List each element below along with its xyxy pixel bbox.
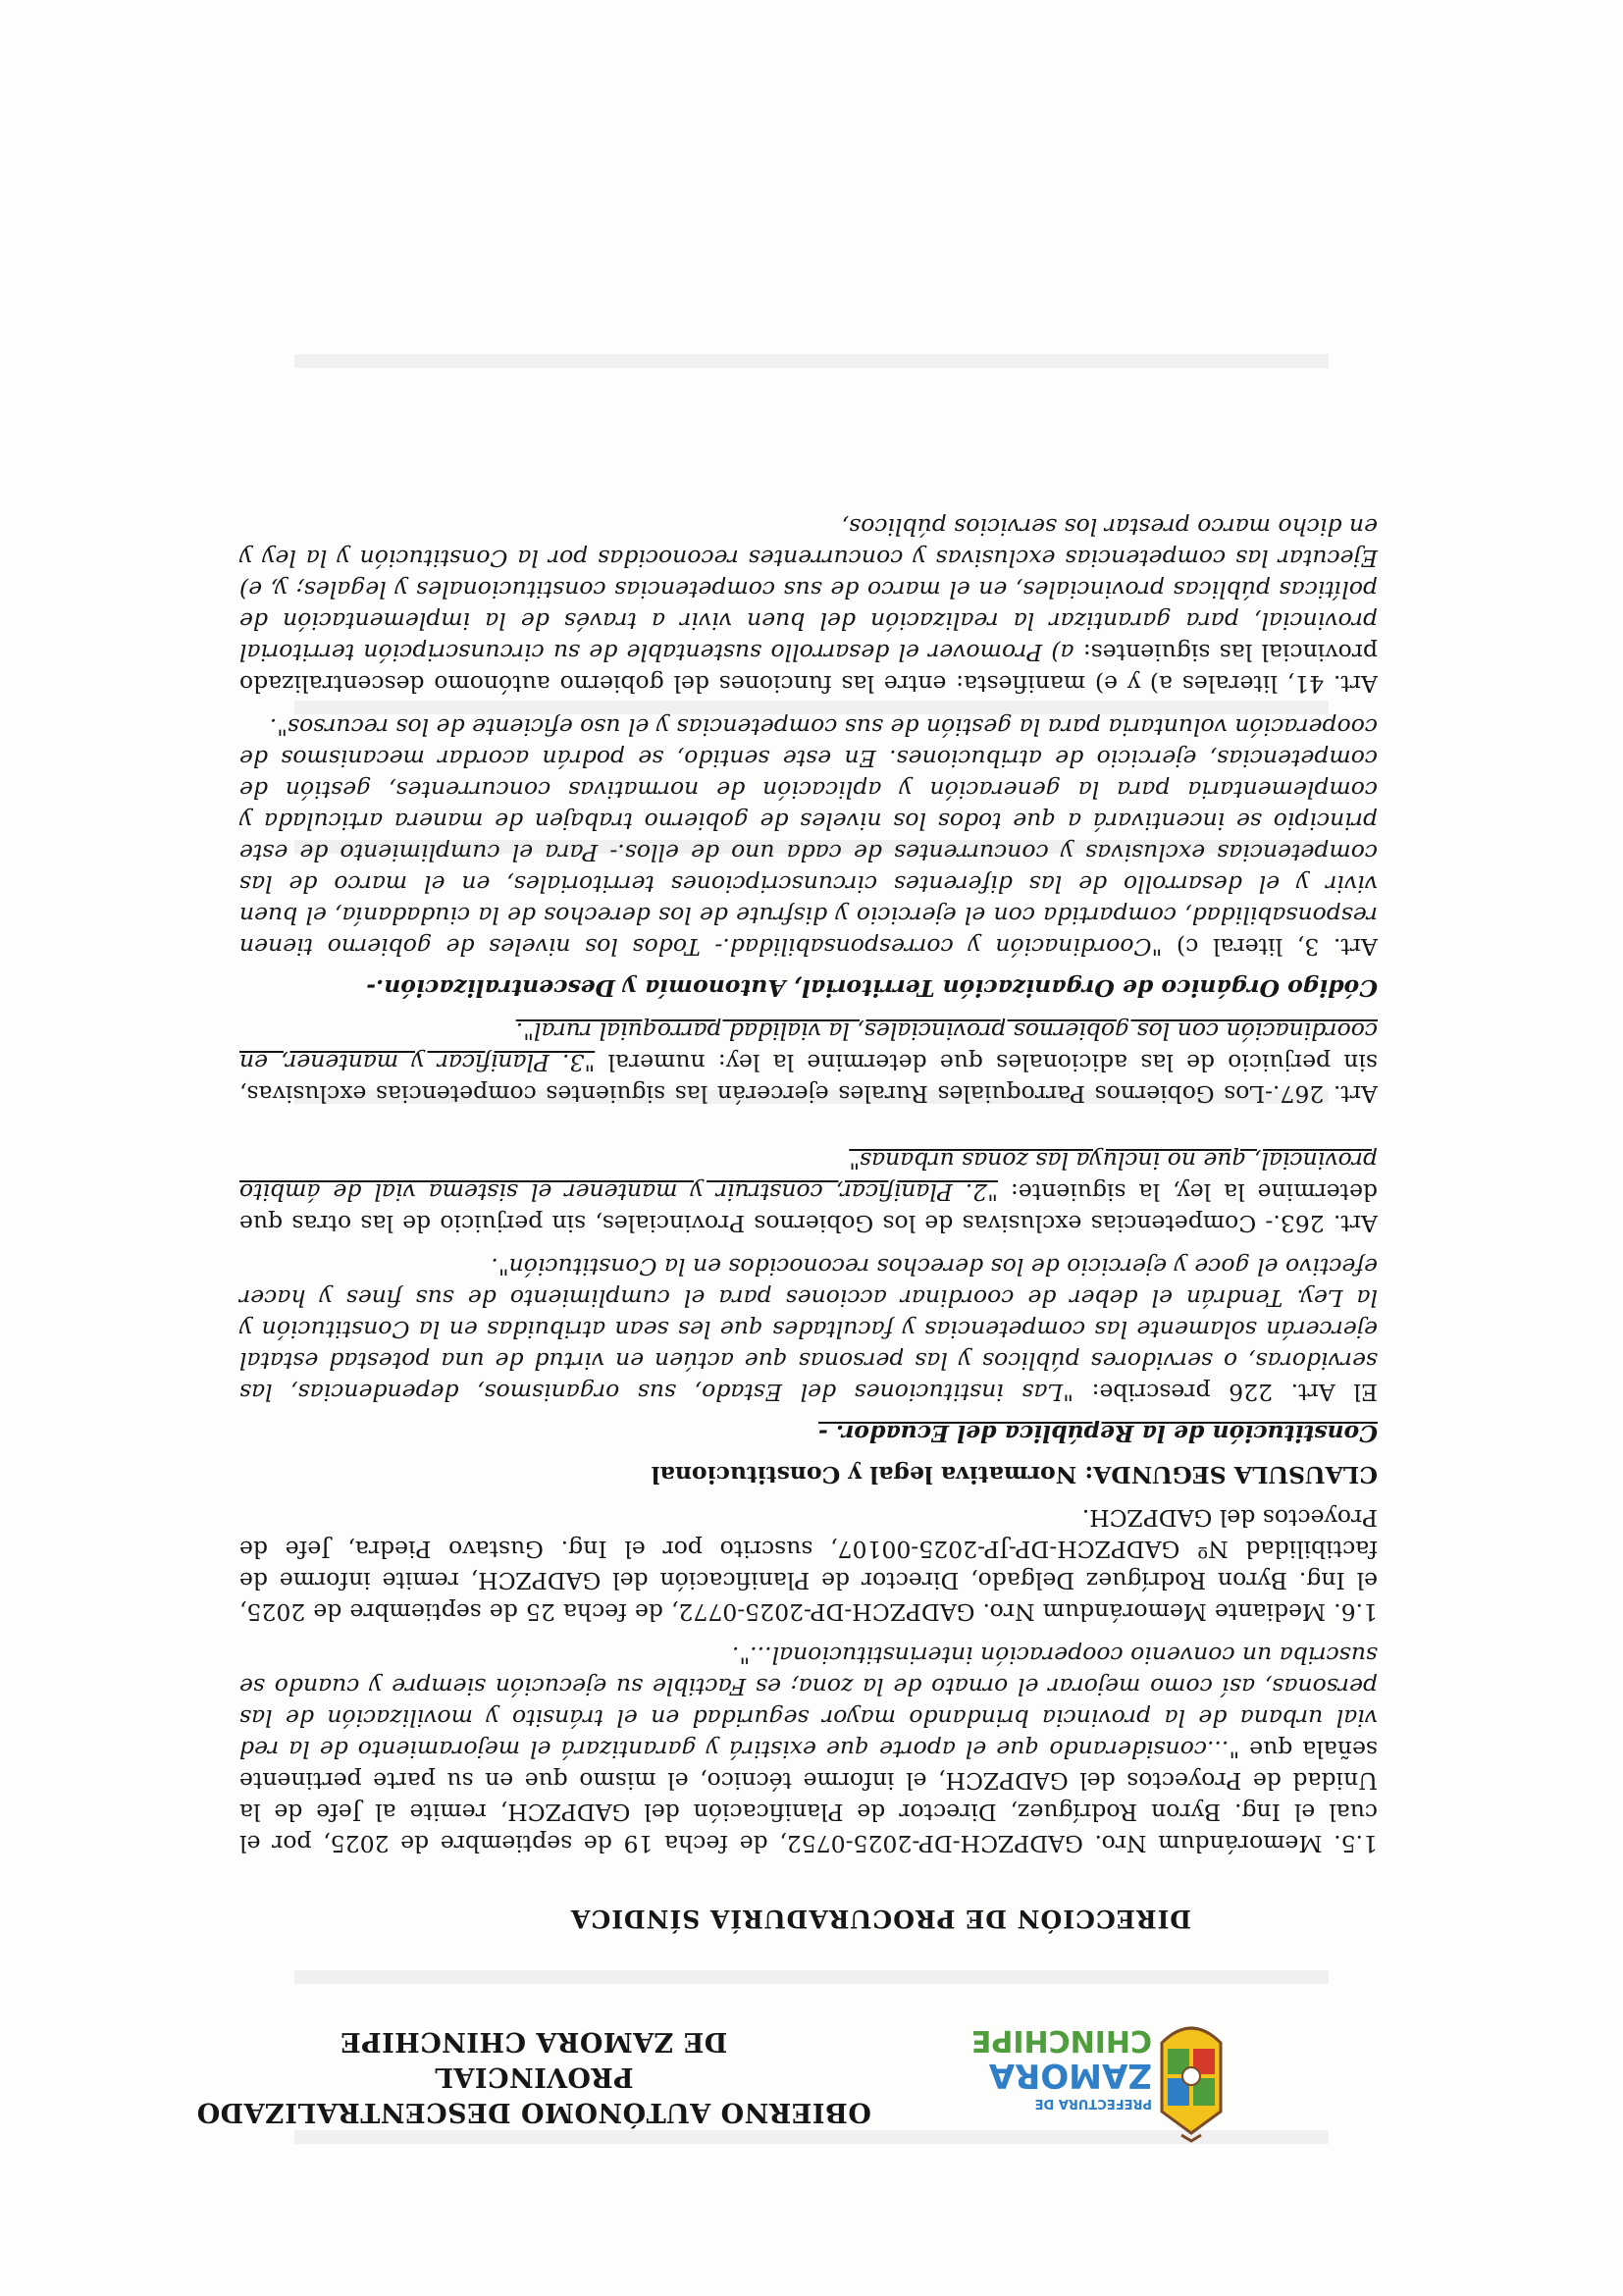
letterhead: [102, 1962, 1378, 2159]
article-226: [239, 1251, 1378, 1408]
logo-caption: PREFECTURA DE: [1034, 2096, 1152, 2111]
government-name-line2: DE ZAMORA CHINCHIPE: [340, 2026, 728, 2057]
article-quote: "Coordinación y corresponsabilidad.- Todos los niveles de gobierno tienen responsabilidad, compartida con el ejercicio y disfrute de los derechos de la ciudadanía, el buen vivir y el desarrollo de las diferentes circunscripciones territoriales, en el marco de las competencias exclusivas y concurrentes de cada uno de ellos.- Para el cumplimiento de este principio se incentivará a que todos los niveles de gobierno trabajen de manera articulada y complementaria para la generación y aplicación de normativas concurrentes, gestión de competencias, ejercicio de atribuciones. En este sentido, se podrán acordar mecanismos de cooperación voluntaria para la gestión de sus competencias y el uso eficiente de los recursos".: [239, 713, 1378, 961]
article-intro: Art. 267.-Los Gobiernos Parroquiales Rurales ejercerán las siguientes competencias exclusivas, sin perjuicio de las adicionales que determine la ley: numeral: [239, 1049, 1378, 1108]
article-intro: Art. 263.- Competencias exclusivas de los Gobiernos Provinciales, sin perjuicio de las otras que determine la ley, la siguiente:: [239, 1178, 1378, 1237]
bleed-through-line: [294, 354, 1329, 368]
constitution-heading: [239, 1418, 1378, 1449]
directorate-title: DIRECCIÓN DE PROCURADURÍA SÍNDICA: [569, 1905, 1191, 1933]
article-267: [239, 1016, 1378, 1110]
paragraph-text: Memorándum Nro. GADPZCH-DP-2025-0752, de fecha 19 de septiembre de 2025, por el cual el Ing. Byron Rodríguez, Director de Planificación del GADPZCH, remite al Jefe de la Unidad de Proyectos del GADPZCH, el informe técnico, el mismo que en su parte pertinente señala que: [239, 1736, 1378, 1857]
cootad-heading-text: Código Orgánico de Organización Territorial, Autonomía y Descentralización.-: [366, 974, 1378, 1002]
paragraph-text: Mediante Memorándum Nro. GADPZCH-DP-2025-0772, de fecha 25 de septiembre de 2025, el Ing. Byron Rodríguez Delgado, Director de Planificación del GADPZCH, remite informe de factibilidad Nº GADPZCH-DP-JP-2025-00107, suscrito por el Ing. Gustavo Piedra, Jefe de Proyectos del GADPZCH.: [239, 1504, 1378, 1626]
paragraph-1-5: [239, 1640, 1378, 1859]
article-41: [239, 511, 1378, 700]
government-name-line1: OBIERNO AUTÓNOMO DESCENTRALIZADO PROVINCIAL: [196, 2061, 871, 2127]
paragraph-number: 1.6.: [1334, 1598, 1378, 1626]
article-intro: El Art. 226 prescribe:: [1073, 1379, 1378, 1406]
article-263: [239, 1145, 1378, 1239]
clause-heading: [239, 1459, 1378, 1490]
article-quote: a) Promover el desarrollo sustentable de su circunscripción territorial provincial, para garantizar la realización del buen vivir a través de la implementación de políticas públicas provinciales, en el marco de sus competencias constitucionales y legales; y, e) Ejecutar las competencias exclusivas y concurrentes reconocidas por la Constitución y la ley y en dicho marco prestar los servicios públicos,: [239, 513, 1378, 666]
article-quote: "2. Planificar, construir y mantener el sistema vial de ámbito provincial, que no incluya las zonas urbanas": [239, 1147, 1378, 1206]
article-intro: Art. 3, literal c): [1162, 933, 1378, 961]
article-3: [239, 711, 1378, 963]
paragraph-1-6: [239, 1502, 1378, 1628]
government-name: [112, 2023, 956, 2129]
paragraph-number: 1.5.: [1334, 1830, 1378, 1857]
cootad-heading: [239, 972, 1378, 1004]
prefecture-crest-icon: [970, 1994, 1230, 2141]
article-intro: Art. 41, literales a) y e) manifiesta: entre las funciones del gobierno autónomo descentralizado provincial las siguientes:: [239, 639, 1378, 698]
prefecture-logo: [970, 1994, 1230, 2141]
article-quote: "3. Planificar y mantener, en coordinación con los gobiernos provinciales, la vialidad parroquial rural".: [239, 1018, 1378, 1076]
clause-heading-text: CLAUSULA SEGUNDA: Normativa legal y Constitucional: [651, 1461, 1378, 1488]
article-quote: "Las instituciones del Estado, sus organismos, dependencias, las servidoras, o servidores públicos y las personas que actúen en virtud de una potestad estatal ejercerán solamente las competencias y facultades que les sean atribuidas en la Constitución y la Ley. Tendrán el deber de coordinar acciones para el cumplimiento de sus fines y hacer efectivo el goce y ejercicio de los derechos reconocidos en la Constitución".: [239, 1253, 1378, 1406]
constitution-heading-text: Constitución de la República del Ecuador. -: [818, 1420, 1378, 1447]
spacer: [239, 1110, 1378, 1133]
document-body: [239, 499, 1378, 1859]
logo-wordmark-chinchipe: CHINCHIPE: [970, 2023, 1152, 2058]
logo-wordmark-zamora: ZAMORA: [988, 2056, 1152, 2095]
quoted-report: "...considerando que el aporte que existirá y garantizará el mejoramiento de la red vial urbana de la provincia brindando mayor seguridad en el tránsito y movilización de las personas, así como mejorar el ornato de la zona; es Factible su ejecución siempre y cuando se suscriba un convenio cooperación interinstitucional...".: [239, 1642, 1378, 1763]
